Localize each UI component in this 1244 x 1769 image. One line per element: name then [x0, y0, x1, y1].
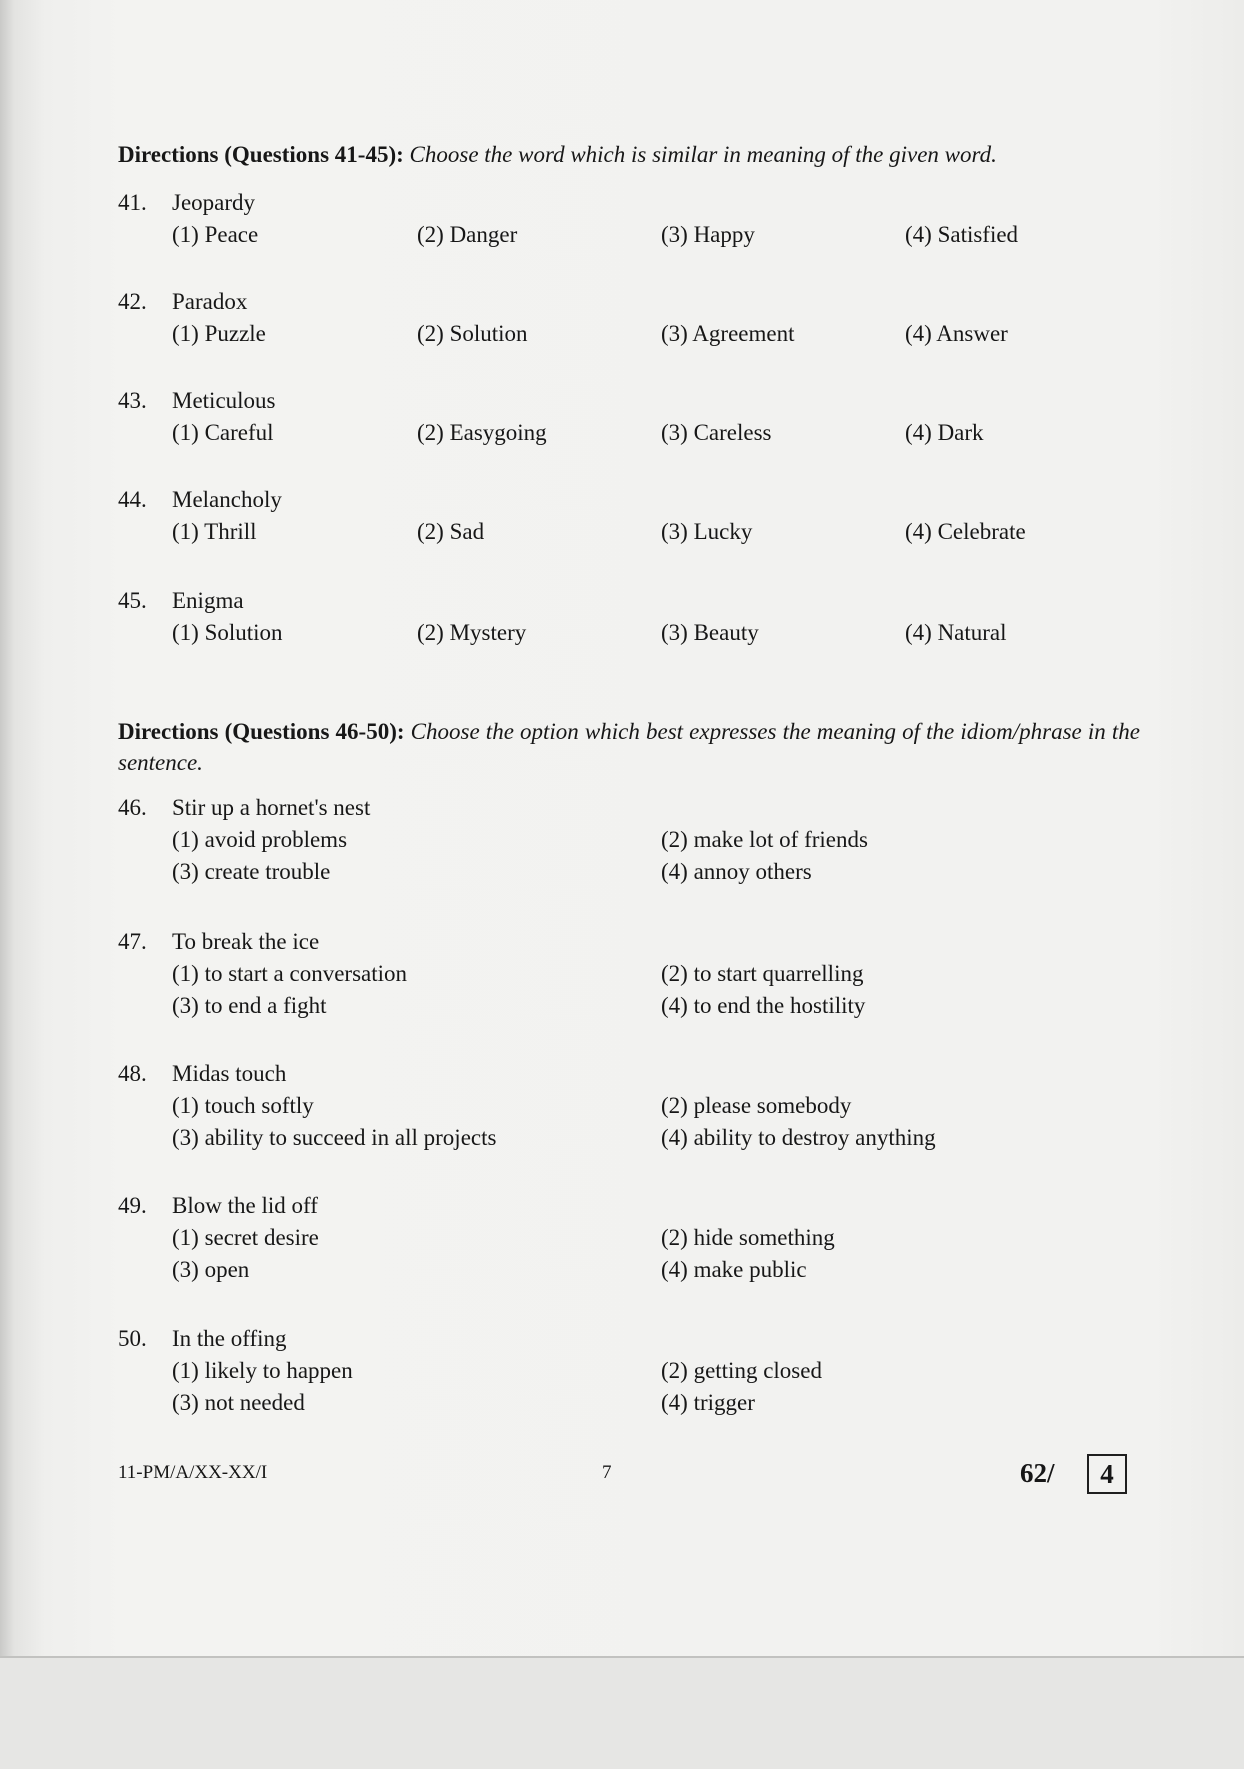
option-4: (4) Dark — [905, 420, 984, 445]
option-3: (3) not needed — [172, 1390, 305, 1415]
option-1: (1) Peace — [172, 222, 259, 247]
option-4: (4) Natural — [905, 620, 1007, 645]
question-number: 47. — [118, 929, 147, 954]
question-46 — [0, 792, 1244, 892]
directions-label: Directions (Questions 41-45): — [118, 142, 404, 167]
question-number: 42. — [118, 289, 147, 314]
option-2: (2) Solution — [417, 321, 528, 346]
directions-text: Choose the word which is similar in meaning of the given word. — [409, 142, 997, 167]
option-1: (1) Careful — [172, 420, 274, 445]
option-2: (2) to start quarrelling — [661, 961, 864, 986]
question-word: Enigma — [172, 588, 244, 613]
set-number-box: 4 — [1087, 1454, 1127, 1494]
page-number: 7 — [602, 1462, 612, 1483]
option-3: (3) Careless — [661, 420, 772, 445]
question-49 — [0, 1190, 1244, 1290]
option-3: (3) Happy — [661, 222, 755, 247]
paper-code: 11-PM/A/XX-XX/I — [118, 1462, 268, 1483]
option-3: (3) to end a fight — [172, 993, 327, 1018]
question-number: 44. — [118, 487, 147, 512]
question-number: 48. — [118, 1061, 147, 1086]
question-word: Melancholy — [172, 487, 282, 512]
question-number: 49. — [118, 1193, 147, 1218]
option-2: (2) make lot of friends — [661, 827, 868, 852]
question-number: 46. — [118, 795, 147, 820]
option-2: (2) please somebody — [661, 1093, 852, 1118]
question-phrase: Blow the lid off — [172, 1193, 318, 1218]
option-2: (2) Mystery — [417, 620, 527, 645]
option-4: (4) annoy others — [661, 859, 812, 884]
question-number: 41. — [118, 190, 147, 215]
option-3: (3) ability to succeed in all projects — [172, 1125, 497, 1150]
option-2: (2) hide something — [661, 1225, 835, 1250]
question-47 — [0, 926, 1244, 1026]
question-41 — [0, 187, 1244, 287]
option-1: (1) Puzzle — [172, 321, 266, 346]
question-50 — [0, 1323, 1244, 1423]
option-3: (3) open — [172, 1257, 250, 1282]
option-4: (4) ability to destroy anything — [661, 1125, 936, 1150]
question-word: Paradox — [172, 289, 248, 314]
option-2: (2) getting closed — [661, 1358, 822, 1383]
directions-46-50 — [118, 716, 1140, 778]
question-48 — [0, 1058, 1244, 1158]
option-1: (1) likely to happen — [172, 1358, 353, 1383]
question-phrase: Stir up a hornet's nest — [172, 795, 371, 820]
option-2: (2) Danger — [417, 222, 518, 247]
option-1: (1) Solution — [172, 620, 283, 645]
question-number: 45. — [118, 588, 147, 613]
question-number: 43. — [118, 388, 147, 413]
question-word: Jeopardy — [172, 190, 256, 215]
option-4: (4) trigger — [661, 1390, 755, 1415]
option-1: (1) avoid problems — [172, 827, 348, 852]
question-44 — [0, 484, 1244, 584]
option-1: (1) to start a conversation — [172, 961, 408, 986]
option-4: (4) to end the hostility — [661, 993, 866, 1018]
option-3: (3) Agreement — [661, 321, 795, 346]
option-4: (4) Celebrate — [905, 519, 1026, 544]
question-word: Meticulous — [172, 388, 276, 413]
option-1: (1) secret desire — [172, 1225, 319, 1250]
page-bottom-shade — [0, 1658, 1244, 1769]
option-2: (2) Sad — [417, 519, 485, 544]
question-phrase: Midas touch — [172, 1061, 287, 1086]
option-3: (3) create trouble — [172, 859, 331, 884]
option-2: (2) Easygoing — [417, 420, 547, 445]
question-phrase: In the offing — [172, 1326, 287, 1351]
option-4: (4) Answer — [905, 321, 1008, 346]
directions-label: Directions (Questions 46-50): — [118, 719, 405, 744]
option-3: (3) Lucky — [661, 519, 753, 544]
question-phrase: To break the ice — [172, 929, 320, 954]
page-bottom-rule — [0, 1656, 1244, 1658]
option-4: (4) make public — [661, 1257, 807, 1282]
question-42 — [0, 286, 1244, 386]
question-43 — [0, 385, 1244, 485]
option-1: (1) Thrill — [172, 519, 257, 544]
directions-41-45 — [118, 139, 997, 170]
option-4: (4) Satisfied — [905, 222, 1019, 247]
option-3: (3) Beauty — [661, 620, 759, 645]
directions-text: Choose the option which best expresses the meaning of the idiom/phrase in the sentence. — [118, 719, 1141, 775]
question-number: 50. — [118, 1326, 147, 1351]
question-45 — [0, 585, 1244, 685]
option-1: (1) touch softly — [172, 1093, 314, 1118]
series-number: 62/ — [1020, 1458, 1055, 1488]
